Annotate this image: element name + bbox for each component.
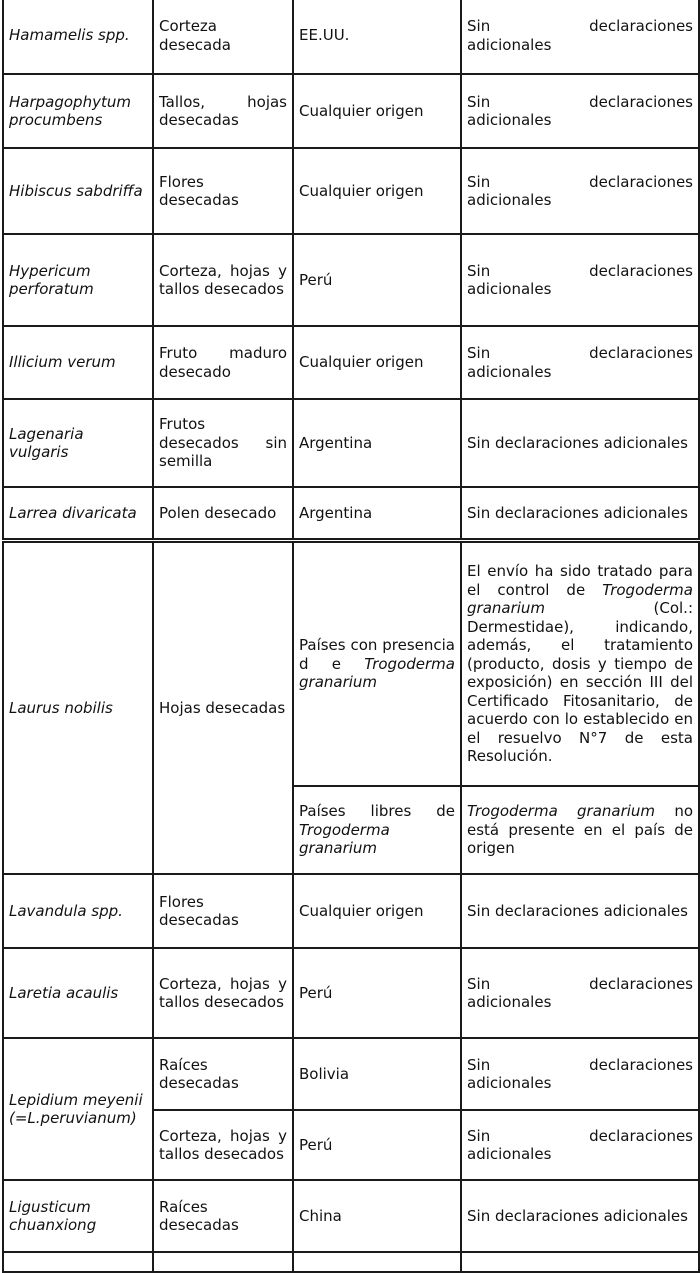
requirement-cell: Sin declaraciones adicionales [461,399,699,487]
species-cell: Lagenaria vulgaris [3,399,153,487]
product-cell: Fruto maduro desecado [153,326,293,399]
req-word-right: declaraciones [589,1126,693,1145]
req-word-left: Sin [467,1055,491,1074]
req-text: no está presente en el país de origen [467,802,693,858]
req-word-line2: adicionales [467,191,552,209]
table-row [3,874,699,948]
species-cell: Hamamelis spp. [3,0,153,74]
req-word-right: declaraciones [589,172,693,191]
species-cell: Lavandula spp. [3,874,153,948]
req-word-left: Sin [467,344,491,362]
table-row [3,234,699,326]
req-word-line2: adicionales [467,362,552,381]
origin-cell: Cualquier origen [293,326,461,399]
table-section-2 [2,541,700,1273]
table-row [3,326,699,399]
species-cell: Hibiscus sabdriffa [3,148,153,234]
req-word-line2: adicionales [467,280,552,298]
product-cell: Hojas desecadas [153,542,293,874]
table-row [3,1180,699,1252]
species-cell: Illicium verum [3,326,153,399]
product-cell: Frutos desecados sin semilla [153,399,293,487]
req-word-right: declaraciones [589,92,693,111]
req-word-left: Sin [467,17,491,35]
origin-cell [293,542,461,786]
origin-cell: China [293,1180,461,1252]
species-cell: Ligusticum chuanxiong [3,1180,153,1252]
req-word-line2: adicionales [467,111,552,129]
species-cell: Laurus nobilis [3,542,153,874]
species-cell: Laretia acaulis [3,948,153,1038]
table-row [3,74,699,148]
req-word-right: declaraciones [589,974,693,993]
product-cell: Corteza, hojas y tallos desecados [153,234,293,326]
pest-name: Trogoderma granarium [299,654,455,692]
table-row [3,0,699,74]
origin-text: Países con presencia d e [299,636,455,673]
table-row [3,1038,699,1110]
origin-cell: Perú [293,948,461,1038]
origin-cell: EE.UU. [293,0,461,74]
req-word-line2: adicionales [467,1145,552,1163]
req-word-line2: adicionales [467,1074,552,1092]
origin-cell: Perú [293,234,461,326]
pest-name: Trogoderma granarium [467,802,656,821]
req-word-left: Sin [467,172,491,191]
product-cell: Raíces desecadas [153,1180,293,1252]
product-cell: Flores desecadas [153,874,293,948]
table-row [3,542,699,786]
requirement-cell [461,74,699,148]
req-word-right: declaraciones [589,344,693,362]
requirement-cell [461,1038,699,1110]
origin-cell: Bolivia [293,1038,461,1110]
product-cell: Raíces desecadas [153,1038,293,1110]
requirement-cell [461,1110,699,1180]
requirement-cell [461,786,699,874]
species-cell: Hypericum perforatum [3,234,153,326]
req-word-left: Sin [467,92,491,111]
product-cell: Tallos, hojas desecadas [153,74,293,148]
req-word-left: Sin [467,1126,491,1145]
requirement-cell: Sin declaraciones adicionales [461,1180,699,1252]
pest-name: Trogoderma granarium [299,820,390,858]
species-cell: Lepidium meyenii (=L.peruvianum) [3,1038,153,1180]
empty-cell [293,1252,461,1272]
origin-cell: Perú [293,1110,461,1180]
origin-cell: Cualquier origen [293,874,461,948]
empty-cell [153,1252,293,1272]
product-cell: Corteza, hojas y tallos desecados [153,948,293,1038]
species-cell: Larrea divaricata [3,487,153,539]
empty-cell [461,1252,699,1272]
table-row [3,1252,699,1272]
origin-cell: Argentina [293,399,461,487]
product-cell: Flores desecadas [153,148,293,234]
origin-cell: Cualquier origen [293,148,461,234]
requirement-cell [461,234,699,326]
product-cell: Polen desecado [153,487,293,539]
table-section-1 [2,0,700,540]
table-row [3,148,699,234]
requirement-cell [461,0,699,74]
origin-cell [293,786,461,874]
req-word-left: Sin [467,974,491,993]
origin-text: Países libres de [299,802,455,821]
requirement-cell: Sin declaraciones adicionales [461,487,699,539]
product-cell: Corteza desecada [153,0,293,74]
req-text: (Col.: Dermestidae), indicando, además, el tratamiento (producto, dosis y tiempo de exposición) en sección III del Certificado Fitosanitario, de acuerdo con lo establecido en el resuelvo N°7 de esta Resolución. [467,599,693,766]
req-word-line2: adicionales [467,35,552,54]
req-word-right: declaraciones [589,17,693,35]
table-row [3,399,699,487]
product-cell: Corteza, hojas y tallos desecados [153,1110,293,1180]
requirement-cell [461,542,699,786]
origin-cell: Cualquier origen [293,74,461,148]
species-cell: Harpagophytum procumbens [3,74,153,148]
table-row [3,948,699,1038]
req-word-right: declaraciones [589,1055,693,1074]
requirement-cell: Sin declaraciones adicionales [461,874,699,948]
req-word-right: declaraciones [589,261,693,280]
req-word-line2: adicionales [467,993,552,1011]
req-word-left: Sin [467,261,491,280]
empty-cell [3,1252,153,1272]
pest-name: Trogoderma granarium [467,580,693,618]
requirement-cell [461,326,699,399]
requirement-cell [461,948,699,1038]
origin-cell: Argentina [293,487,461,539]
requirement-cell [461,148,699,234]
table-row [3,487,699,539]
req-text: El envío ha sido tratado para el control de [467,562,693,599]
